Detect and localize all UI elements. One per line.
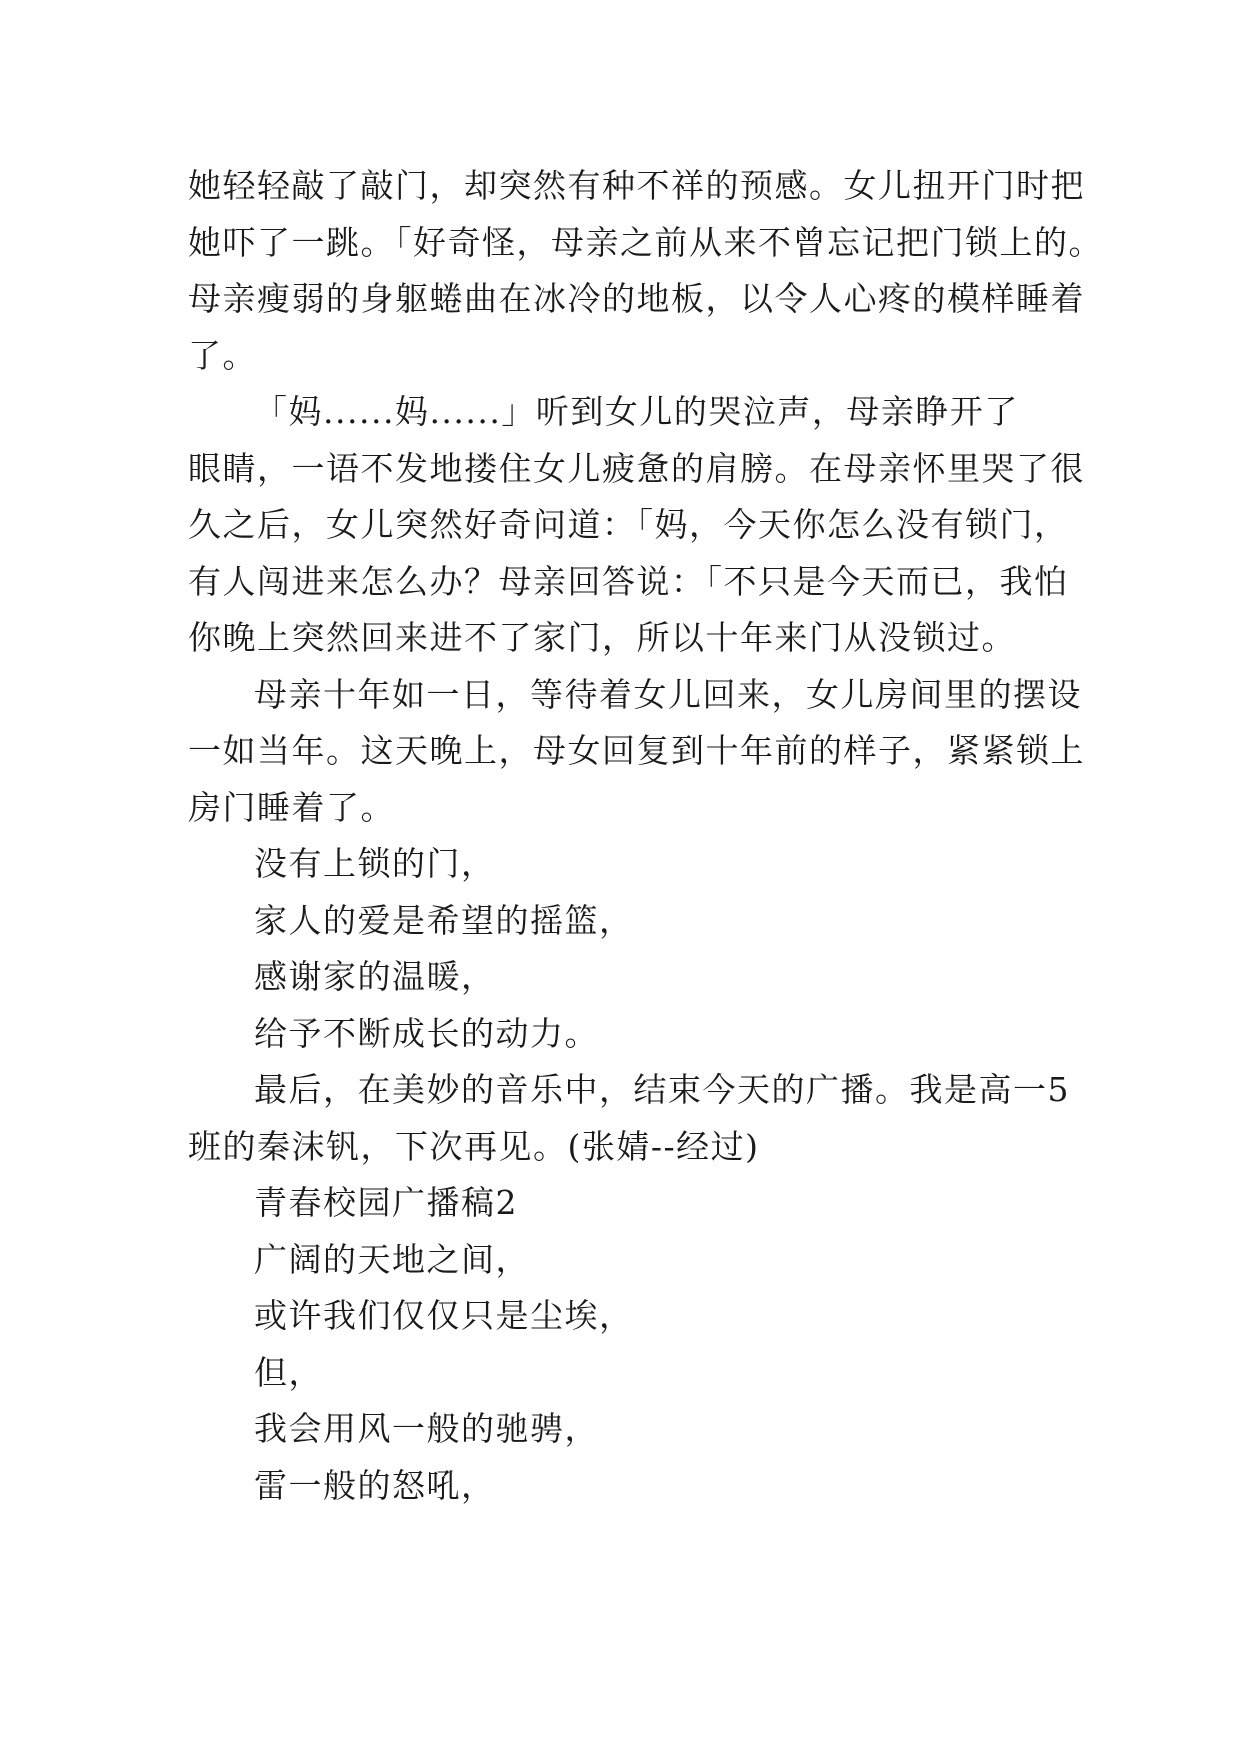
text-line: 最后，在美妙的音乐中，结束今天的广播。我是高一5: [254, 1070, 1070, 1109]
text-line: 有人闯进来怎么办？母亲回答说：「不只是今天而已，我怕: [188, 561, 1069, 601]
text-line: 她吓了一跳。「好奇怪，母亲之前从来不曾忘记把门锁上的。: [188, 222, 1103, 262]
poem-line: 没有上锁的门，: [254, 844, 496, 883]
poem-line: 感谢家的温暖，: [254, 957, 496, 996]
poem-line: 广阔的天地之间，: [254, 1239, 530, 1279]
poem-line: 给予不断成长的动力。: [254, 1013, 599, 1053]
text-line: 一如当年。这天晚上，母女回复到十年前的样子，紧紧锁上: [188, 731, 1085, 770]
document-body: [188, 158, 1103, 1514]
poem-line: 或许我们仅仅只是尘埃，: [254, 1296, 634, 1335]
poem-line: 雷一般的怒吼，: [254, 1465, 496, 1505]
text-line: 母亲十年如一日，等待着女儿回来，女儿房间里的摆设: [254, 674, 1082, 714]
text-line: 她轻轻敲了敲门，却突然有种不祥的预感。女儿扭开门时把: [188, 166, 1085, 205]
text-line: 了。: [188, 335, 257, 375]
text-line: 久之后，女儿突然好奇问道：「妈，今天你怎么没有锁门，: [188, 505, 1069, 544]
text-line: 眼睛，一语不发地搂住女儿疲惫的肩膀。在母亲怀里哭了很: [188, 448, 1085, 488]
text-line: 你晚上突然回来进不了家门，所以十年来门从没锁过。: [188, 618, 1016, 657]
text-line: 母亲瘦弱的身躯蜷曲在冰冷的地板，以令人心疼的模样睡着: [188, 279, 1085, 318]
text-line: 「妈......妈......」听到女儿的哭泣声，母亲睁开了: [254, 392, 1019, 431]
poem-line: 我会用风一般的驰骋，: [254, 1409, 599, 1448]
section-title: 青春校园广播稿2: [254, 1183, 518, 1222]
poem-line: 但，: [254, 1352, 323, 1392]
poem-line: 家人的爱是希望的摇篮，: [254, 900, 634, 940]
text-line: 房门睡着了。: [188, 787, 395, 827]
text-line: 班的秦沫钒，下次再见。(张婧--经过): [188, 1126, 760, 1166]
